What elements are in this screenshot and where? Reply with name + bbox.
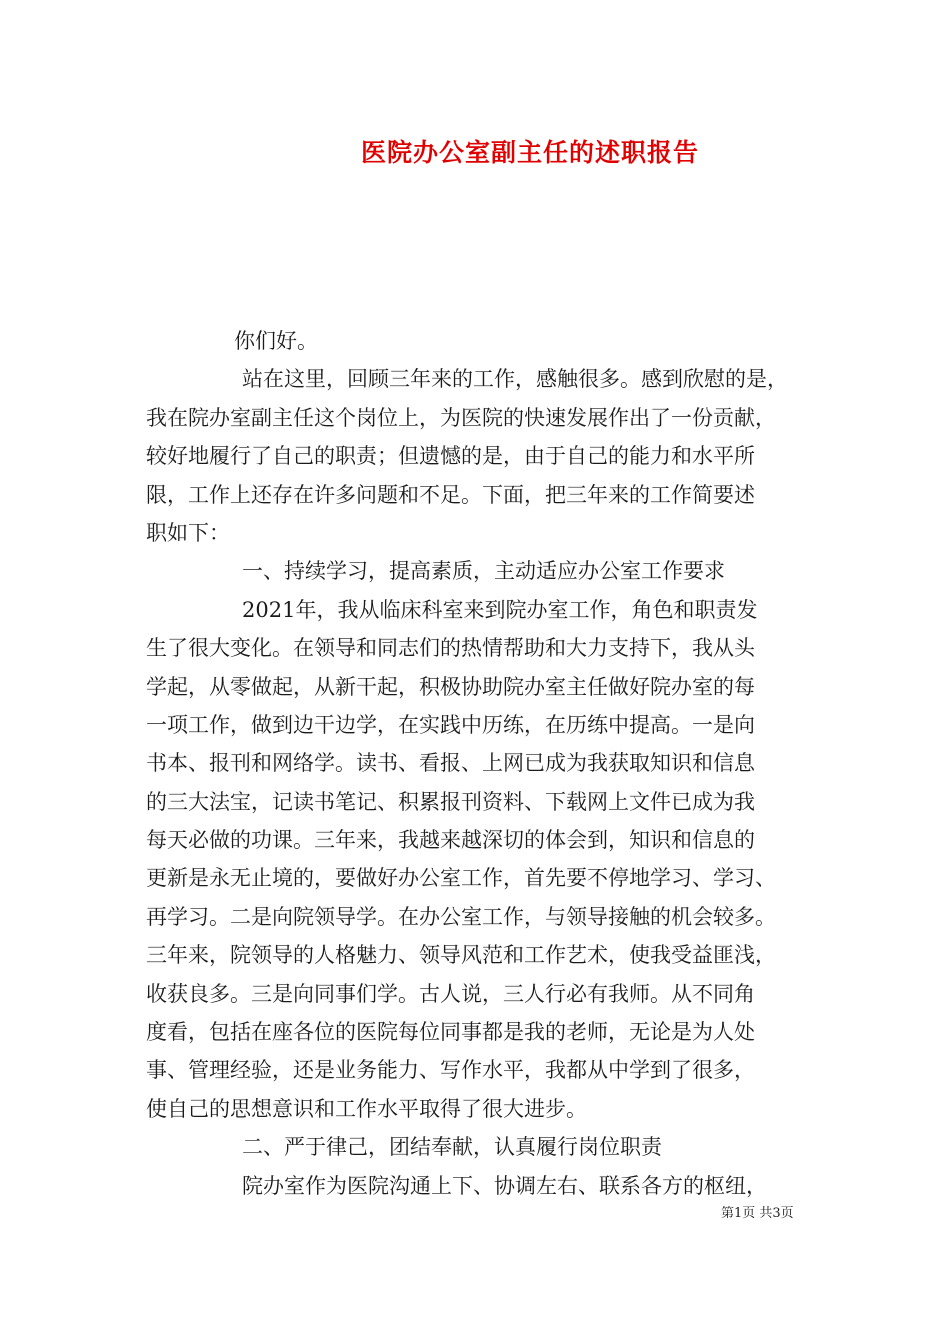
text-line: 每天必做的功课。三年来，我越来越深切的体会到，知识和信息的 <box>146 828 755 853</box>
text-line: 的三大法宝，记读书笔记、积累报刊资料、下载网上文件已成为我 <box>146 789 755 814</box>
text-line: 较好地履行了自己的职责；但遗憾的是，由于自己的能力和水平所 <box>146 444 755 469</box>
document-body <box>146 322 806 1205</box>
text-line: 度看，包括在座各位的医院每位同事都是我的老师，无论是为人处 <box>146 1020 755 1045</box>
text-line: 职如下： <box>146 520 230 545</box>
text-line: 生了很大变化。在领导和同志们的热情帮助和大力支持下，我从头 <box>146 636 755 661</box>
text-line: 院办室作为医院沟通上下、协调左右、联系各方的枢纽， <box>242 1173 767 1198</box>
section-heading: 一、持续学习，提高素质，主动适应办公室工作要求 <box>242 559 725 584</box>
text-line: 使自己的思想意识和工作水平取得了很大进步。 <box>146 1096 587 1121</box>
page-title: 医院办公室副主任的述职报告 <box>360 138 699 167</box>
text-line: 一项工作，做到边干边学，在实践中历练，在历练中提高。一是向 <box>146 712 755 737</box>
text-line: 我在院办室副主任这个岗位上，为医院的快速发展作出了一份贡献， <box>146 405 776 430</box>
text-line: 限，工作上还存在许多问题和不足。下面，把三年来的工作简要述 <box>146 482 755 507</box>
text-line: 你们好。 <box>234 329 318 353</box>
section-heading: 二、严于律己，团结奉献，认真履行岗位职责 <box>242 1135 662 1160</box>
text-line: 再学习。二是向院领导学。在办公室工作，与领导接触的机会较多。 <box>146 904 776 929</box>
text-line: 书本、报刊和网络学。读书、看报、上网已成为我获取知识和信息 <box>146 751 755 776</box>
text-line: 三年来，院领导的人格魅力、领导风范和工作艺术，使我受益匪浅， <box>146 943 776 968</box>
page-number: 第1页 共3页 <box>721 1206 794 1221</box>
text-line: 学起，从零做起，从新干起，积极协助院办室主任做好院办室的每 <box>146 674 755 699</box>
text-line: 站在这里，回顾三年来的工作，感触很多。感到欣慰的是， <box>242 367 788 392</box>
text-line: 事、管理经验，还是业务能力、写作水平，我都从中学到了很多， <box>146 1058 755 1083</box>
text-line: 收获良多。三是向同事们学。古人说，三人行必有我师。从不同角 <box>146 981 755 1006</box>
text-line: 更新是永无止境的，要做好办公室工作，首先要不停地学习、学习、 <box>146 866 776 891</box>
text-line: 2021年，我从临床科室来到院办室工作，角色和职责发 <box>242 597 758 622</box>
